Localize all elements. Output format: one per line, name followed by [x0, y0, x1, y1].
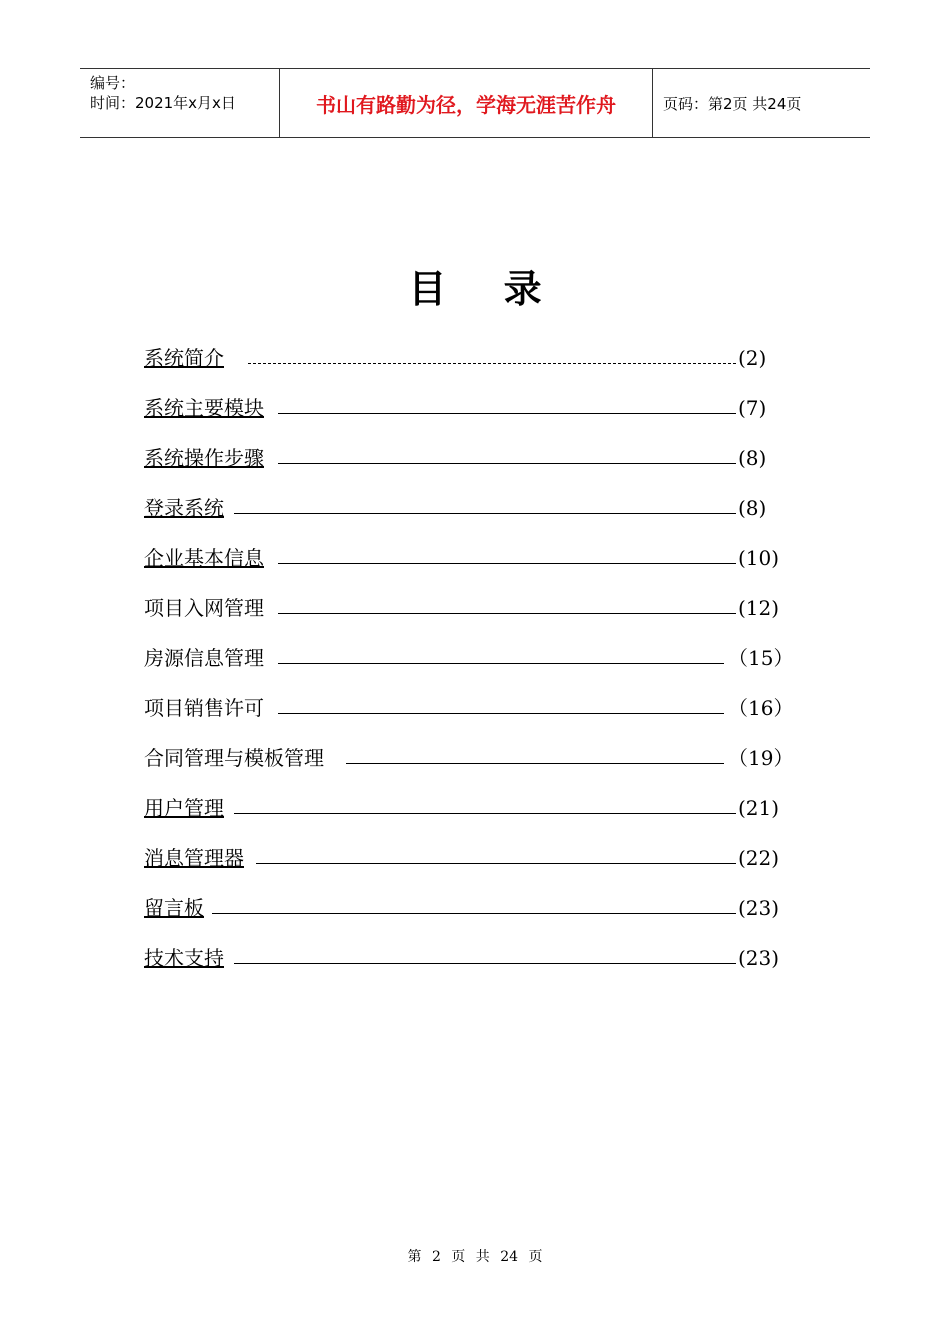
toc-entry[interactable] — [144, 838, 794, 888]
toc-entry-label[interactable]: 项目销售许可 — [144, 696, 264, 720]
toc-leader — [256, 863, 736, 864]
toc-entry-label[interactable]: 留言板 — [144, 896, 204, 920]
header-motto: 书山有路勤为径，学海无涯苦作舟 — [280, 69, 653, 137]
toc-entry[interactable] — [144, 338, 794, 388]
toc-entry[interactable] — [144, 938, 794, 988]
toc-entry-label[interactable]: 系统主要模块 — [144, 396, 264, 420]
toc-entry-page: (12) — [738, 596, 780, 620]
toc-entry-label[interactable]: 系统简介 — [144, 346, 224, 370]
toc-entry-label[interactable]: 系统操作步骤 — [144, 446, 264, 470]
toc-entry-page: （16） — [728, 696, 794, 720]
toc-leader — [234, 963, 736, 964]
table-of-contents — [144, 338, 794, 988]
toc-entry-page: （15） — [728, 646, 794, 670]
toc-entry-label[interactable]: 企业基本信息 — [144, 546, 264, 570]
toc-leader — [278, 413, 736, 414]
header-meta — [80, 69, 280, 137]
header-number-label: 编号： — [90, 74, 136, 92]
toc-entry[interactable] — [144, 438, 794, 488]
toc-entry[interactable] — [144, 738, 794, 788]
toc-entry-label[interactable]: 消息管理器 — [144, 846, 244, 870]
toc-leader — [278, 663, 724, 664]
toc-leader — [234, 513, 736, 514]
toc-leader — [248, 363, 736, 364]
header-time-label: 时间：2021年x月x日 — [90, 94, 236, 112]
toc-entry-page: (2) — [738, 346, 767, 370]
toc-entry-label[interactable]: 登录系统 — [144, 496, 224, 520]
toc-entry-label[interactable]: 项目入网管理 — [144, 596, 264, 620]
toc-entry[interactable] — [144, 588, 794, 638]
toc-entry[interactable] — [144, 688, 794, 738]
toc-entry[interactable] — [144, 788, 794, 838]
toc-entry[interactable] — [144, 638, 794, 688]
toc-leader — [212, 913, 736, 914]
page-title: 目 录 — [408, 266, 564, 311]
toc-entry-page: (23) — [738, 946, 780, 970]
toc-entry[interactable] — [144, 888, 794, 938]
toc-leader — [278, 713, 724, 714]
toc-entry-page: （19） — [728, 746, 794, 770]
header-page-info: 页码：第2页 共24页 — [663, 94, 802, 113]
toc-entry-page: (8) — [738, 496, 767, 520]
toc-entry-label[interactable]: 技术支持 — [144, 946, 224, 970]
toc-entry-page: (23) — [738, 896, 780, 920]
toc-entry-page: (8) — [738, 446, 767, 470]
page-footer: 第 2 页 共 24 页 — [407, 1249, 543, 1265]
toc-entry-label[interactable]: 用户管理 — [144, 796, 224, 820]
toc-leader — [234, 813, 736, 814]
toc-entry-page: (21) — [738, 796, 780, 820]
toc-entry-page: (7) — [738, 396, 767, 420]
toc-entry[interactable] — [144, 388, 794, 438]
toc-entry-label[interactable]: 房源信息管理 — [144, 646, 264, 670]
toc-leader — [278, 463, 736, 464]
toc-leader — [278, 563, 736, 564]
toc-entry[interactable] — [144, 488, 794, 538]
toc-entry-label[interactable]: 合同管理与模板管理 — [144, 746, 324, 770]
toc-entry-page: (10) — [738, 546, 780, 570]
toc-leader — [278, 613, 736, 614]
page-header — [80, 68, 870, 138]
toc-leader — [346, 763, 724, 764]
toc-entry-page: (22) — [738, 846, 780, 870]
toc-entry[interactable] — [144, 538, 794, 588]
